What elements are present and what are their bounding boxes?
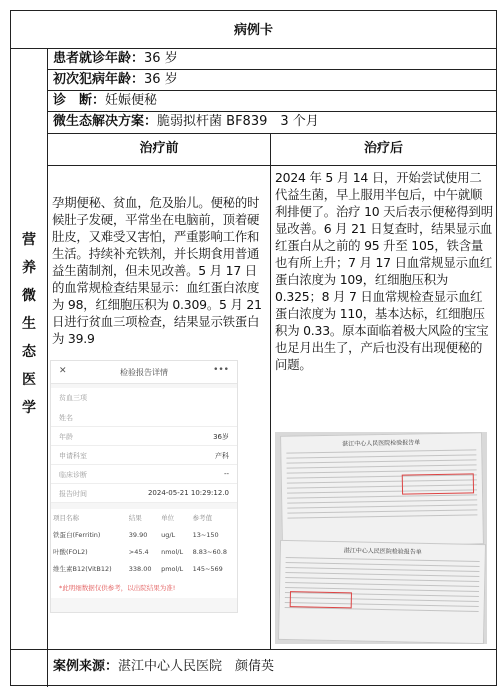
report-subtitle: 贫血三项 bbox=[51, 388, 237, 408]
divider bbox=[11, 649, 496, 650]
report-field: 姓名 bbox=[51, 408, 237, 427]
report-field: 临床诊断 -- bbox=[51, 465, 237, 484]
case-source: 案例来源：湛江中心人民医院 颜倩英 bbox=[53, 659, 275, 674]
highlight-box bbox=[290, 591, 352, 608]
after-header: 治疗后 bbox=[363, 141, 403, 156]
more-icon[interactable]: ••• bbox=[213, 365, 229, 375]
table-header-row: 项目名称 结果 单位 参考值 bbox=[53, 514, 213, 522]
card-title: 病例卡 bbox=[233, 23, 273, 38]
lab-sheet: 湛江中心人民医院检验报告单 bbox=[280, 432, 484, 548]
solution-row: 微生态解决方案：脆弱拟杆菌 BF839 3 个月 bbox=[53, 114, 319, 129]
report-field: 报告时间 2024-05-21 10:29:12.0 bbox=[51, 484, 237, 503]
after-text: 2024 年 5 月 14 日，开始尝试使用二代益生菌，早上服用半包后，中午就顺利排便了。治疗 10 天后表示便秘得到明显改善。6 月 21 日复查时，结果显示血红蛋白从之前的 95 升至 105，铁含量也有所上升；7 月 17 日血常规显示血红蛋白浓度为 109，红细胞压积为 0.325；8 月 7 日血常规检查显示血红蛋白浓度为 110，基本达标，红细胞压积为 0.33。原本面临着极大风险的宝宝也足月出生了，产后也没有出现便秘的问题。 bbox=[275, 170, 493, 372]
before-header: 治疗前 bbox=[139, 141, 179, 156]
divider bbox=[47, 165, 496, 166]
close-icon[interactable]: ✕ bbox=[59, 366, 67, 376]
report-header bbox=[51, 361, 237, 384]
diagnosis-row: 诊 断：妊娠便秘 bbox=[53, 93, 158, 108]
report-title: 检验报告详情 bbox=[120, 368, 168, 377]
side-label: 营 养 微 生 态 医 学 bbox=[22, 232, 36, 416]
divider bbox=[270, 133, 271, 649]
highlight-box bbox=[402, 473, 474, 494]
lab-sheet: 湛江中心人民医院检验报告单 bbox=[278, 540, 486, 644]
onset-age-row: 初次犯病年龄：36 岁 bbox=[53, 72, 178, 87]
report-table bbox=[51, 509, 237, 577]
patient-age-row: 患者就诊年龄：36 岁 bbox=[53, 51, 178, 66]
report-field: 年龄 36岁 bbox=[51, 427, 237, 446]
table-row: 铁蛋白(Ferritin) 39.90 ug/L 13~150 bbox=[53, 530, 219, 539]
table-row: 维生素B12(VitB12) 338.00 pmol/L 145~569 bbox=[53, 564, 223, 573]
report-note: *此明细数据仅供参考，以出院结果为准! bbox=[51, 577, 237, 598]
report-field: 申请科室 产科 bbox=[51, 446, 237, 465]
divider bbox=[47, 133, 496, 134]
before-text: 孕期便秘、贫血，危及胎儿。便秘的时候肚子发硬，平常坐在电脑前，顶着硬肚皮，又难受又害怕，严重影响工作和生活。持续补充铁剂，并长期食用普通益生菌制剂，但未见改善。5 月 17 日的血常规检查结果显示：血红蛋白浓度为 98，红细胞压积为 0.309。5 月 21 日进行贫血三项检查，结果显示铁蛋白为 39.9 bbox=[52, 195, 262, 346]
lab-sheet-photo bbox=[275, 432, 487, 644]
table-row: 叶酸(FOL2) >45.4 nmol/L 8.83~60.8 bbox=[53, 547, 227, 556]
lab-report-screenshot bbox=[50, 360, 238, 613]
